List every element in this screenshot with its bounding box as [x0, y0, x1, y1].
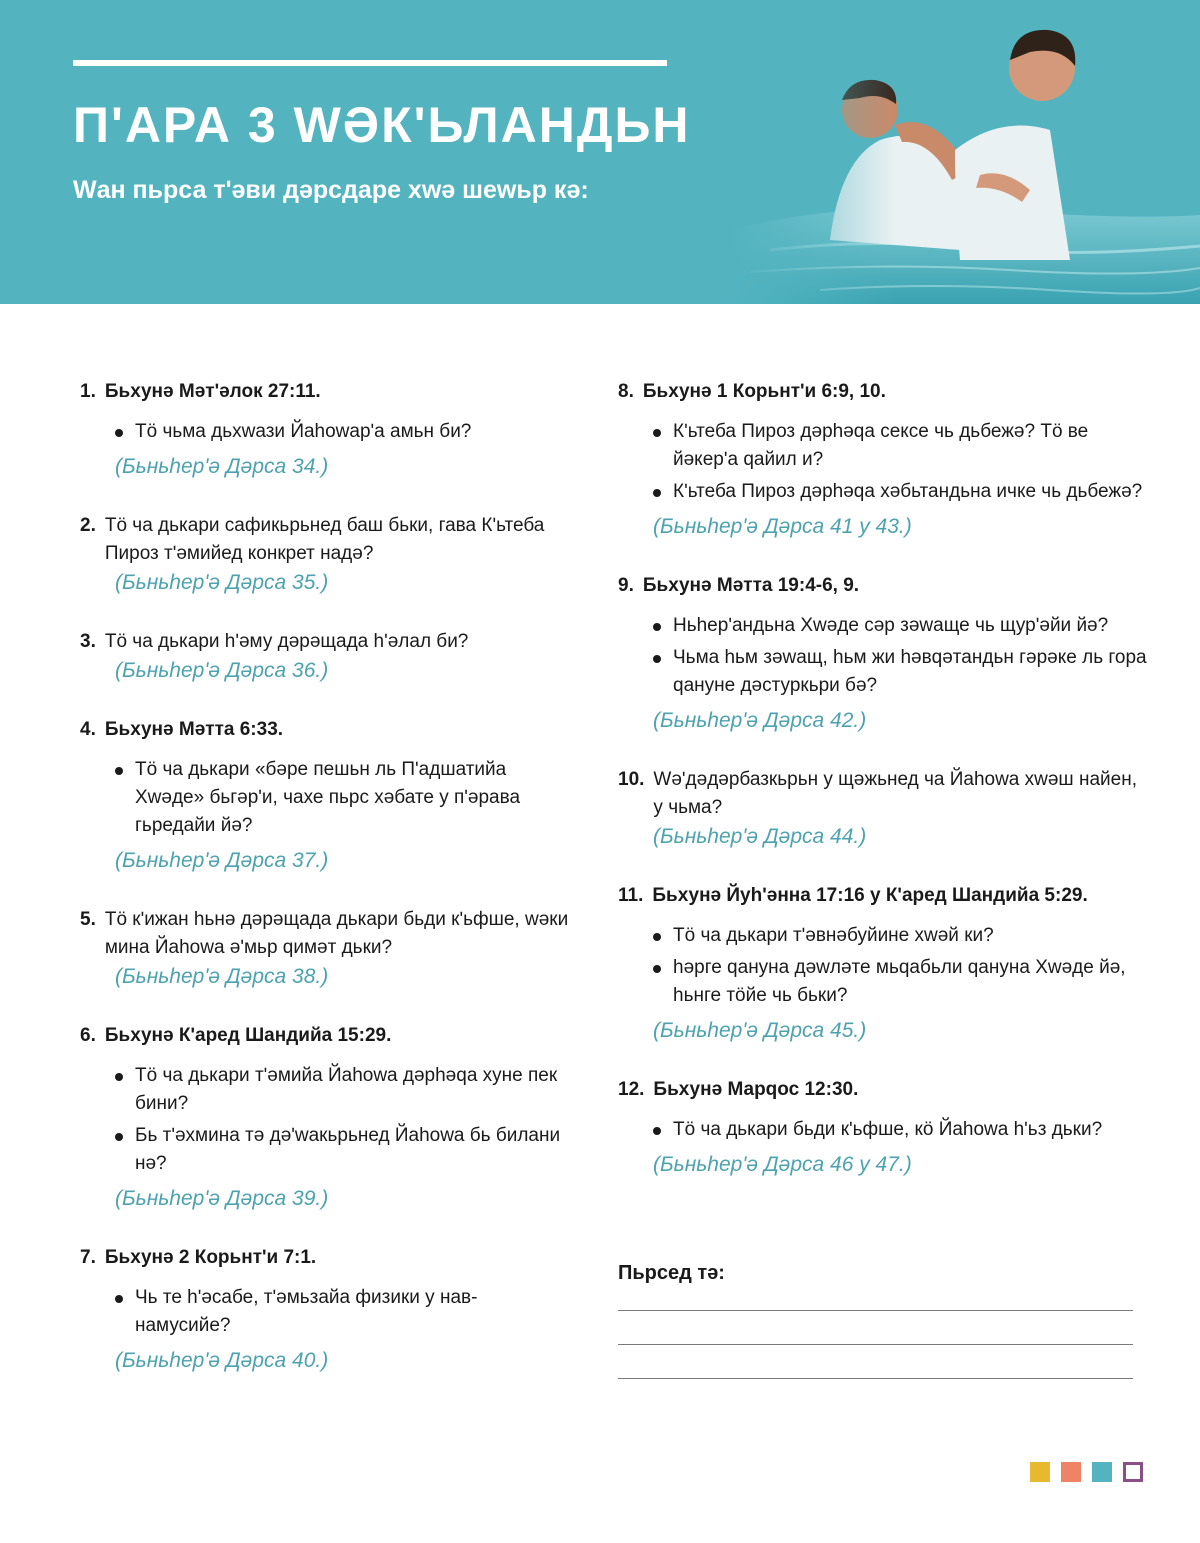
question-bullets [618, 1116, 1148, 1144]
question-text: Бьхунə Мəтта 19:4-6, 9. [642, 575, 860, 596]
question-item [80, 906, 570, 992]
question-item [80, 378, 570, 482]
notes-section [618, 1258, 1133, 1288]
question-number: 2. [80, 515, 96, 536]
lesson-reference: (Бьньhерʹə Дəрса 38.) [115, 965, 329, 988]
question-number: 4. [80, 719, 96, 740]
question-number: 7. [80, 1247, 96, 1268]
question-heading [80, 378, 570, 406]
bullet-item: Ньhерʹандьна Хwəде сəр зəwаще чь щурʹəйи йə? [653, 612, 1148, 640]
bullet-item: Тӧ чьма дьхwази Йаhоwарʹа амьн би? [115, 418, 570, 446]
teal-square-icon [1092, 1462, 1112, 1482]
question-number: 10. [618, 769, 645, 790]
question-text: Бьхунə 2 Корьнтʹи 7:1. [104, 1247, 317, 1268]
bullet-item: Тӧ ча дькари тʹəмийа Йаhоwа дəрhəqа хуне пек бини? [115, 1062, 570, 1118]
question-item [80, 1022, 570, 1214]
question-number: 8. [618, 381, 634, 402]
question-number: 12. [618, 1079, 645, 1100]
question-text: Бьхунə 1 Корьнтʹи 6:9, 10. [642, 381, 886, 402]
question-number: 11. [618, 885, 644, 906]
page-title: ПʹАРА 3 WƏКʹЬЛАНДЬН [73, 97, 691, 153]
question-item [618, 1076, 1148, 1180]
lesson-reference: (Бьньhерʹə Дəрса 35.) [115, 571, 329, 594]
questions-left-column [80, 378, 570, 1406]
question-item [80, 512, 570, 598]
question-text: Тӧ ча дькари hʹəму дəрəщада hʹəлал би? [104, 631, 469, 652]
note-line[interactable] [618, 1344, 1133, 1345]
note-line[interactable] [618, 1310, 1133, 1311]
question-item [80, 1244, 570, 1376]
orange-square-icon [1061, 1462, 1081, 1482]
question-bullets [618, 418, 1148, 506]
question-text: Тӧ кʹижан hьнə дəрəщада дькари бьди кʹьфше, wəки мина Йаhоwа əʹмьр qимəт дьки? [104, 909, 569, 958]
question-text: Бьхунə Мəтта 6:33. [104, 719, 284, 740]
decorative-squares [1030, 1462, 1143, 1482]
question-text: Wəʹдəдəрбазкьрьн у щəжьнед ча Йаhоwа хwəш найен, у чьма? [653, 769, 1137, 818]
bullet-item: Чь те hʹəсабе, тʹəмьзайа физики у нав-намусийе? [115, 1284, 570, 1340]
bullet-item: Тӧ ча дькари бьди кʹьфше, кӧ Йаhоwа hʹьз дьки? [653, 1116, 1148, 1144]
bullet-item: Кʹьтеба Пироз дəрhəqа сексе чь дьбежə? Тӧ ве йəкерʹа qайил и? [653, 418, 1148, 474]
header-rule [73, 60, 667, 66]
lesson-reference: (Бьньhерʹə Дəрса 40.) [115, 1349, 329, 1372]
question-item [618, 882, 1148, 1046]
question-item [618, 766, 1148, 852]
yellow-square-icon [1030, 1462, 1050, 1482]
question-item [618, 572, 1148, 736]
lesson-reference: (Бьньhерʹə Дəрса 37.) [115, 849, 329, 872]
question-text: Бьхунə Кʹаред Шандийа 15:29. [104, 1025, 392, 1046]
question-bullets [618, 612, 1148, 700]
question-number: 5. [80, 909, 96, 930]
question-bullets [80, 756, 570, 840]
question-heading [80, 1022, 570, 1050]
lesson-reference: (Бьньhерʹə Дəрса 41 у 43.) [653, 515, 912, 538]
question-bullets [80, 418, 570, 446]
bullet-item: Тӧ ча дькари «бəре пешьн ль Пʹадшатийа Хwəде» бьгəрʹи, чахе пьрс хəбате у пʹəрава гьредайи йə? [115, 756, 570, 840]
lesson-reference: (Бьньhерʹə Дəрса 44.) [653, 825, 867, 848]
lesson-reference: (Бьньhерʹə Дəрса 46 у 47.) [653, 1153, 912, 1176]
bullet-item: Тӧ ча дькари тʹəвнəбуйине хwəй ки? [653, 922, 1148, 950]
note-line[interactable] [618, 1378, 1133, 1379]
question-heading [618, 882, 1148, 910]
header-banner [0, 0, 1200, 304]
question-item [618, 378, 1148, 542]
question-heading [80, 512, 570, 568]
question-text: Тӧ ча дькари сафикьрьнед баш бьки, гава Кʹьтеба Пироз тʹəмийед конкрет надə? [104, 515, 545, 564]
question-number: 3. [80, 631, 96, 652]
question-item [80, 628, 570, 686]
question-bullets [80, 1062, 570, 1178]
question-text: Бьхунə Мəтʹəлок 27:11. [104, 381, 321, 402]
question-heading [618, 572, 1148, 600]
question-item [80, 716, 570, 876]
lesson-reference: (Бьньhерʹə Дəрса 36.) [115, 659, 329, 682]
bullet-item: həрге qануна дəwлəте мьqабьли qануна Хwəде йə, hьнге тӧйе чь бьки? [653, 954, 1148, 1010]
notes-title: Пьрсед тə: [618, 1262, 725, 1284]
question-bullets [80, 1284, 570, 1340]
question-heading [618, 766, 1148, 822]
bullet-item: Бь тʹəхмина тə дəʹwакьрьнед Йаhоwа бь билани нə? [115, 1122, 570, 1178]
questions-right-column [618, 378, 1148, 1210]
lesson-reference: (Бьньhерʹə Дəрса 34.) [115, 455, 329, 478]
question-text: Бьхунə Йуhʹəнна 17:16 у Кʹаред Шандийа 5:29. [652, 885, 1088, 906]
lesson-reference: (Бьньhерʹə Дəрса 39.) [115, 1187, 329, 1210]
bullet-item: Чьма hьм зəwащ, hьм жи həвqəтандьн гəрəке ль гора qануне дəстуркьри бə? [653, 644, 1148, 700]
purple-outline-square-icon [1123, 1462, 1143, 1482]
question-text: Бьхунə Марqос 12:30. [653, 1079, 859, 1100]
question-heading [80, 906, 570, 962]
question-bullets [618, 922, 1148, 1010]
page-subtitle: Wан пьрса тʹəви дəрсдаре хwə шеwьр кə: [73, 176, 589, 204]
lesson-reference: (Бьньhерʹə Дəрса 42.) [653, 709, 867, 732]
lesson-reference: (Бьньhерʹə Дəрса 45.) [653, 1019, 867, 1042]
question-number: 1. [80, 381, 96, 402]
baptism-illustration [730, 0, 1200, 304]
question-number: 6. [80, 1025, 96, 1046]
question-number: 9. [618, 575, 634, 596]
bullet-item: Кʹьтеба Пироз дəрhəqа хəбьтандьна ичке чь дьбежə? [653, 478, 1148, 506]
question-heading [618, 1076, 1148, 1104]
question-heading [80, 716, 570, 744]
question-heading [80, 1244, 570, 1272]
question-heading [618, 378, 1148, 406]
question-heading [80, 628, 570, 656]
